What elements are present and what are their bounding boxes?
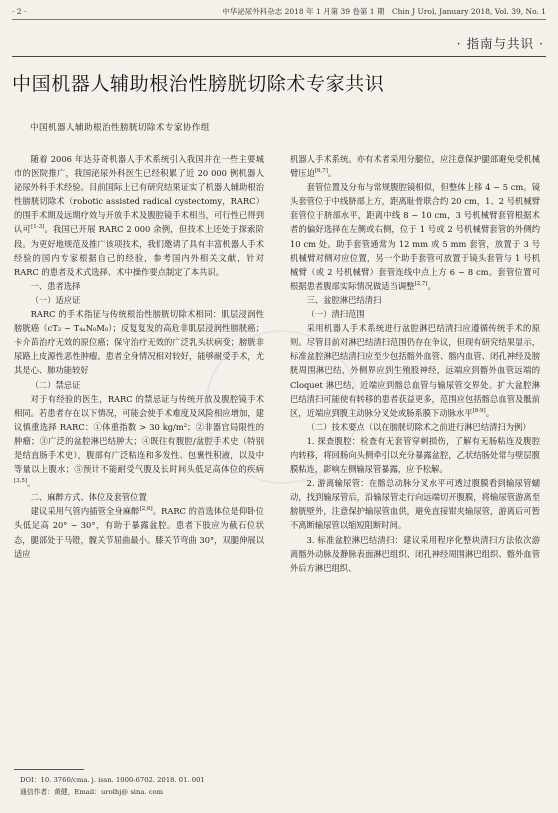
section-heading: （二）禁忌证 (30, 379, 81, 390)
page-number: · 2 · (12, 7, 27, 16)
section-heading: （一）适应证 (30, 294, 81, 305)
paragraph: 套管位置及分布与常规腹腔镜相似，但整体上移 4 ~ 5 cm。镜头套管位于中线脐部上方，距离耻骨联合约 20 cm，1、2 号机械臂套管位于脐部水平，距离中线 8 ~ 10 cm，3 号机械臂套管根据术者的偏好选择在左侧或右侧，位于 1 号或 2 号机械臂套管的外侧约 10 cm 处。助手套管通常为 12 mm 或 5 mm 套管，放置于 3 号机械臂对侧对应位置，另一个助手套管可放置于镜头套管与 1 号机械臂（或 2 号机械臂）套管连线中点上方 6 ~ 8 cm。套管位置可根据患者腹部实际情况做适当调整[2,7]。 (290, 182, 540, 291)
paragraph: 2. 游离输尿管：在髂总动脉分叉水平可透过腹膜看到输尿管蠕动，找到输尿管后，沿输尿管走行向远端切开腹膜，将输尿管游离至膀胱壁外，注意保护输尿管血供，避免直接钳夹输尿管，游离后可暂不离断输尿管以缩短阻断时间。 (290, 478, 540, 531)
doi-text: DOI：10. 3760/cma. j. issn. 1000-6702. 2018. 01. 001 (20, 776, 205, 784)
section-heading: 二、麻醉方式、体位及套管位置 (30, 492, 147, 503)
article-title: 中国机器人辅助根治性膀胱切除术专家共识 (12, 73, 385, 95)
journal-citation: 中华泌尿外科杂志 2018 年 1 月第 39 卷第 1 期 Chin J Urol, January 2018, Vol. 39, No. 1 (222, 7, 546, 16)
paragraph: 采用机器人手术系统进行盆腔淋巴结清扫应遵循传统手术的原则。尽管目前对淋巴结清扫范围仍存在争议，但现有研究结果显示，标准盆腔淋巴结清扫应至少包括髂外血管、髂内血管、闭孔神经及膀胱周围淋巴结，外侧界应到生殖股神经，远端应到髂外血管远端的 Cloquet 淋巴结，近端应到髂总血管与输尿管交界处。扩大盆腔淋巴结清扫可能使有转移的患者获益更多，范围应包括髂总血管及骶前区，近端应到腹主动脉分叉处或肠系膜下动脉水平[8-9]。 (290, 323, 540, 418)
running-head (12, 5, 546, 20)
footnote (20, 774, 205, 798)
citation-ref: [1-3] (31, 224, 45, 231)
right-column (290, 152, 540, 575)
divider (12, 56, 546, 57)
author-line: 中国机器人辅助根治性膀胱切除术专家协作组 (30, 123, 210, 133)
paragraph: 建议采用气管内插管全身麻醉[2,6]。RARC 的首选体位是仰卧位头低足高 20° ~ 30°，有助于暴露盆腔。患者下肢应为截石位状态，腿部处于马镫，髋关节屈曲最小。膝关节弯曲 30°，双腿伸展以适应 (14, 506, 264, 559)
citation-ref: [3,5] (14, 478, 28, 485)
corresponding-author: 通信作者：黄健，Email：urolhj@ sina. com (20, 788, 164, 796)
paragraph: RARC 的手术指征与传统根治性膀胱切除术相同：肌层浸润性膀胱癌（cT₂ ~ T₄ₐN₀M₀）；反复复发的高危非肌层浸润性膀胱癌；卡介苗治疗无效的原位癌；保守治疗无效的广泛乳头状病变；膀胱非尿路上皮源性恶性肿瘤。患者全身情况相对较好，能够耐受手术，尤其是心、肺功能较好 (14, 309, 264, 376)
paragraph: 3. 标准盆腔淋巴结清扫：建议采用程序化整块清扫方法依次游离髂外动脉及静脉表面淋巴组织、闭孔神经周围淋巴组织、髂外血管外后方淋巴组织、 (290, 534, 540, 573)
section-heading: 一、患者选择 (30, 280, 81, 291)
footnote-divider (14, 769, 84, 770)
paragraph: 对于有经验的医生，RARC 的禁忌证与传统开放及腹腔镜手术相同。若患者存在以下情况，可能会使手术难度及风险相应增加，建议慎重选择 RARC：①体重指数 > 30 kg/m²；②非器官局限性的肿瘤；③广泛的盆腔淋巴结肿大；④既往有腹腔/盆腔手术史（特别是结直肠手术史），腹部有广泛粘连和多发性、包裹性积液，以及中等量以上腹水；⑤预计不能耐受气腹及长时间头低足高体位的疾病[3,5]。 (14, 393, 264, 489)
paragraph: 1. 探查腹腔：检查有无套管穿刺损伤，了解有无肠粘连及腹腔内转移，将回肠向头侧牵引以充分暴露盆腔，乙状结肠处常与壁层腹膜粘连，影响左侧输尿管暴露，应予松解。 (290, 435, 540, 475)
paragraph: 随着 2006 年达芬奇机器人手术系统引入我国并在一些主要城市的医院推广，我国泌尿外科医生已经积累了近 20 000 例机器人泌尿外科手术经验。目前国际上已有研究结果证实了机器人辅助根治性膀胱切除术（robotic assisted radical cystectomy，RARC）的围手术期及远期疗效与开放手术及腹腔镜手术相当，可行性已得到认可[1-3]。我国已开展 RARC 2 000 余例，但技术上还处于探索阶段。为更好地规范及推广该项技术，我们邀请了具有丰富机器人手术经验的国内专家根据自己的经验，参考国内外相关文献，针对 RARC 的患者及术式选择、术中操作要点制定了本共识。 (14, 154, 264, 277)
section-heading: （一）清扫范围 (306, 309, 365, 320)
section-tag: · 指南与共识 · (456, 36, 544, 51)
section-heading: 三、盆腔淋巴结清扫 (306, 294, 382, 305)
citation-ref: [2,6] (139, 506, 153, 513)
section-heading: （二）技术要点（以在膀胱切除术之前进行淋巴结清扫为例） (306, 421, 531, 432)
citation-ref: [8-9] (472, 407, 486, 414)
citation-ref: [2,7] (414, 281, 428, 288)
left-column (14, 152, 264, 561)
citation-ref: [6,7] (314, 168, 328, 175)
paragraph: 机器人手术系统。亦有术者采用分腿位，应注意保护腿部避免受机械臂压迫[6,7]。 (290, 154, 540, 179)
